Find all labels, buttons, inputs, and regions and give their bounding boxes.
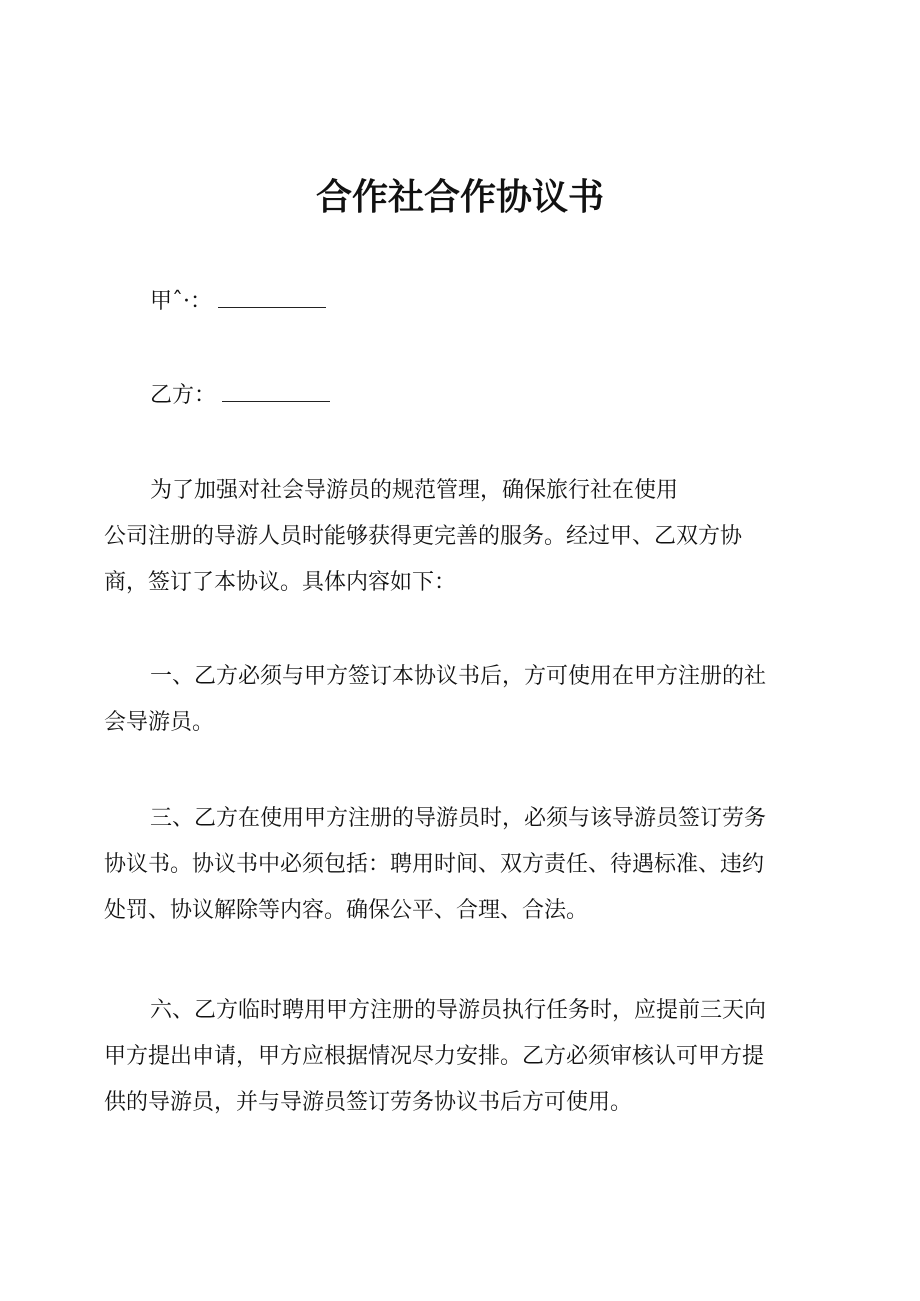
- party-a-blank: [218, 287, 326, 308]
- paragraph-line: 甲方提出申请，甲方应根据情况尽力安排。乙方必须审核认可甲方提: [104, 1044, 765, 1069]
- paragraph-line: 供的导游员，并与导游员签订劳务协议书后方可使用。: [104, 1090, 633, 1115]
- paragraph-line: 处罚、协议解除等内容。确保公平、合理、合法。: [104, 898, 589, 923]
- paragraph-line: 协议书。协议书中必须包括：聘用时间、双方责任、待遇标准、违约: [104, 852, 765, 877]
- party-b-blank: [222, 381, 330, 402]
- party-a-label: 甲ˆ·：: [150, 289, 212, 314]
- intro-paragraph: [104, 468, 804, 606]
- clause-3-paragraph: [104, 796, 804, 934]
- paragraph-line: 为了加强对社会导游员的规范管理，确保旅行社在使用: [150, 478, 679, 503]
- party-a-line: [150, 286, 326, 318]
- paragraph-line: 商，签订了本协议。具体内容如下：: [104, 570, 457, 595]
- clause-6-paragraph: [104, 988, 804, 1126]
- paragraph-line: 三、乙方在使用甲方注册的导游员时，必须与该导游员签订劳务: [150, 806, 767, 831]
- clause-1-paragraph: [104, 654, 804, 746]
- party-b-line: [150, 380, 330, 412]
- paragraph-line: 公司注册的导游人员时能够获得更完善的服务。经过甲、乙双方协: [104, 524, 743, 549]
- paragraph-line: 会导游员。: [104, 710, 215, 735]
- document-title: 合作社合作协议书: [315, 177, 604, 218]
- paragraph-line: 一、乙方必须与甲方签订本协议书后，方可使用在甲方注册的社: [150, 664, 767, 689]
- party-b-label: 乙方：: [150, 383, 217, 408]
- paragraph-line: 六、乙方临时聘用甲方注册的导游员执行任务时，应提前三天向: [150, 998, 767, 1023]
